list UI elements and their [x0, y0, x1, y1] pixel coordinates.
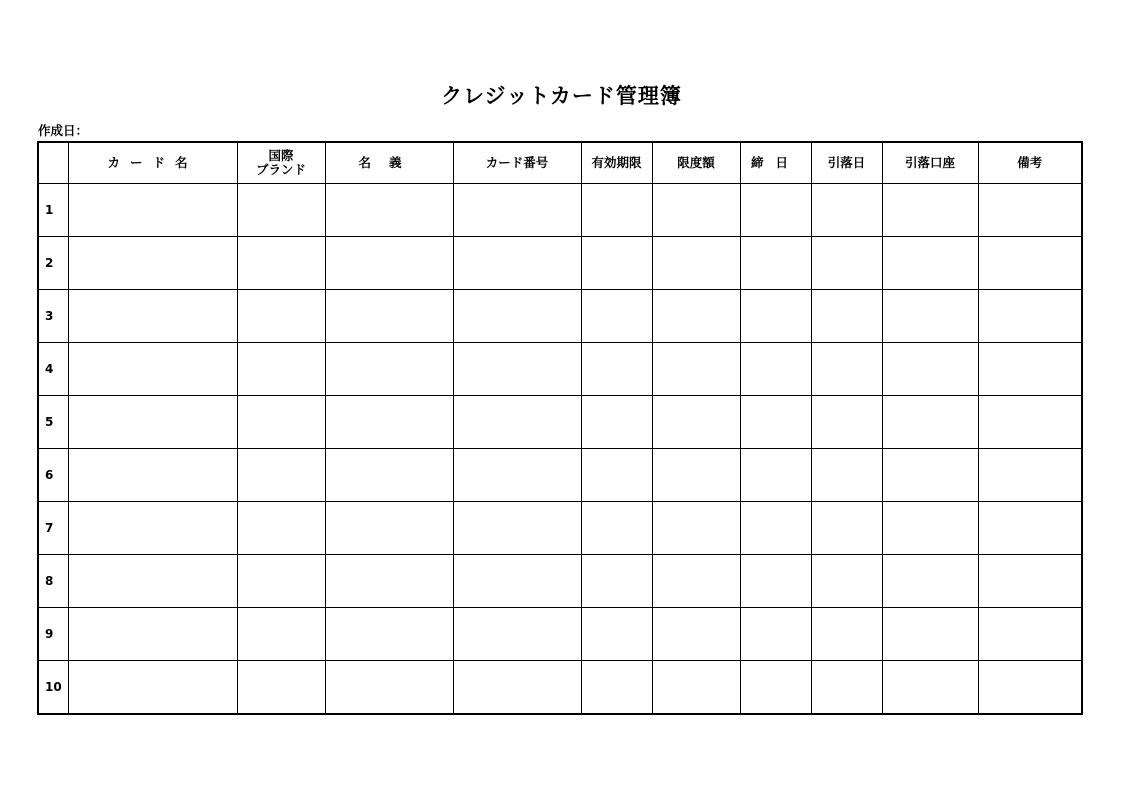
header-debit-day: 引落日	[811, 142, 882, 184]
cell-card-name[interactable]	[68, 608, 237, 661]
cell-card-number[interactable]	[453, 237, 581, 290]
cell-expiry[interactable]	[581, 555, 652, 608]
cell-holder[interactable]	[325, 502, 453, 555]
cell-card-name[interactable]	[68, 290, 237, 343]
cell-limit[interactable]	[652, 290, 740, 343]
cell-debit-account[interactable]	[882, 661, 978, 715]
cell-closing-day[interactable]	[740, 608, 811, 661]
cell-limit[interactable]	[652, 396, 740, 449]
cell-card-name[interactable]	[68, 343, 237, 396]
cell-limit[interactable]	[652, 184, 740, 237]
cell-brand[interactable]	[237, 237, 325, 290]
cell-debit-day[interactable]	[811, 184, 882, 237]
row-number: 5	[38, 396, 68, 449]
cell-card-name[interactable]	[68, 502, 237, 555]
cell-notes[interactable]	[978, 396, 1082, 449]
cell-notes[interactable]	[978, 661, 1082, 715]
cell-debit-account[interactable]	[882, 237, 978, 290]
table-row	[38, 343, 1082, 396]
cell-debit-day[interactable]	[811, 237, 882, 290]
row-number: 10	[38, 661, 68, 715]
cell-card-number[interactable]	[453, 661, 581, 715]
cell-notes[interactable]	[978, 555, 1082, 608]
cell-brand[interactable]	[237, 449, 325, 502]
cell-closing-day[interactable]	[740, 449, 811, 502]
cell-limit[interactable]	[652, 343, 740, 396]
table-row	[38, 555, 1082, 608]
cell-expiry[interactable]	[581, 502, 652, 555]
cell-expiry[interactable]	[581, 449, 652, 502]
table-row	[38, 184, 1082, 237]
table-row	[38, 396, 1082, 449]
cell-closing-day[interactable]	[740, 184, 811, 237]
cell-debit-day[interactable]	[811, 290, 882, 343]
header-limit: 限度額	[652, 142, 740, 184]
cell-notes[interactable]	[978, 290, 1082, 343]
cell-card-name[interactable]	[68, 661, 237, 715]
cell-closing-day[interactable]	[740, 502, 811, 555]
cell-limit[interactable]	[652, 449, 740, 502]
cell-card-number[interactable]	[453, 555, 581, 608]
cell-expiry[interactable]	[581, 237, 652, 290]
cell-holder[interactable]	[325, 396, 453, 449]
cell-brand[interactable]	[237, 184, 325, 237]
cell-brand[interactable]	[237, 661, 325, 715]
cell-card-number[interactable]	[453, 502, 581, 555]
cell-debit-account[interactable]	[882, 449, 978, 502]
cell-limit[interactable]	[652, 555, 740, 608]
cell-closing-day[interactable]	[740, 290, 811, 343]
cell-debit-account[interactable]	[882, 290, 978, 343]
cell-debit-account[interactable]	[882, 502, 978, 555]
cell-closing-day[interactable]	[740, 661, 811, 715]
created-date-label: 作成日：	[38, 123, 89, 138]
cell-notes[interactable]	[978, 343, 1082, 396]
cell-holder[interactable]	[325, 237, 453, 290]
row-number: 4	[38, 343, 68, 396]
row-number: 7	[38, 502, 68, 555]
cell-brand[interactable]	[237, 290, 325, 343]
row-number: 1	[38, 184, 68, 237]
cell-debit-account[interactable]	[882, 343, 978, 396]
table-row	[38, 608, 1082, 661]
cell-debit-day[interactable]	[811, 396, 882, 449]
table-row	[38, 449, 1082, 502]
cell-notes[interactable]	[978, 184, 1082, 237]
header-notes: 備考	[978, 142, 1082, 184]
header-row-number	[38, 142, 68, 184]
header-card-number: カード番号	[453, 142, 581, 184]
cell-holder[interactable]	[325, 290, 453, 343]
cell-debit-account[interactable]	[882, 555, 978, 608]
cell-notes[interactable]	[978, 502, 1082, 555]
table-row	[38, 237, 1082, 290]
cell-brand[interactable]	[237, 502, 325, 555]
header-card-name: カード名	[68, 142, 237, 184]
table-row	[38, 290, 1082, 343]
cell-debit-account[interactable]	[882, 396, 978, 449]
cell-expiry[interactable]	[581, 396, 652, 449]
cell-expiry[interactable]	[581, 290, 652, 343]
header-holder: 名義	[325, 142, 453, 184]
page-title: クレジットカード管理簿	[441, 84, 682, 108]
cell-closing-day[interactable]	[740, 555, 811, 608]
header-brand-line1: 国際	[268, 148, 294, 163]
cell-notes[interactable]	[978, 449, 1082, 502]
cell-brand[interactable]	[237, 343, 325, 396]
cell-closing-day[interactable]	[740, 396, 811, 449]
table-row	[38, 661, 1082, 715]
cell-expiry[interactable]	[581, 608, 652, 661]
row-number: 8	[38, 555, 68, 608]
credit-card-ledger-table	[37, 141, 1083, 715]
cell-card-number[interactable]	[453, 396, 581, 449]
cell-card-name[interactable]	[68, 449, 237, 502]
cell-notes[interactable]	[978, 237, 1082, 290]
cell-card-name[interactable]	[68, 184, 237, 237]
cell-expiry[interactable]	[581, 184, 652, 237]
header-brand	[237, 142, 325, 184]
cell-card-number[interactable]	[453, 449, 581, 502]
cell-limit[interactable]	[652, 661, 740, 715]
table-body	[38, 184, 1082, 715]
cell-holder[interactable]	[325, 184, 453, 237]
row-number: 6	[38, 449, 68, 502]
cell-card-number[interactable]	[453, 290, 581, 343]
cell-expiry[interactable]	[581, 661, 652, 715]
cell-expiry[interactable]	[581, 343, 652, 396]
cell-debit-day[interactable]	[811, 449, 882, 502]
row-number: 2	[38, 237, 68, 290]
cell-debit-day[interactable]	[811, 608, 882, 661]
cell-card-number[interactable]	[453, 343, 581, 396]
cell-card-name[interactable]	[68, 555, 237, 608]
cell-closing-day[interactable]	[740, 343, 811, 396]
cell-holder[interactable]	[325, 343, 453, 396]
cell-debit-day[interactable]	[811, 555, 882, 608]
cell-holder[interactable]	[325, 449, 453, 502]
cell-limit[interactable]	[652, 608, 740, 661]
cell-debit-account[interactable]	[882, 608, 978, 661]
cell-limit[interactable]	[652, 237, 740, 290]
cell-notes[interactable]	[978, 608, 1082, 661]
cell-holder[interactable]	[325, 555, 453, 608]
cell-brand[interactable]	[237, 555, 325, 608]
cell-card-number[interactable]	[453, 184, 581, 237]
row-number: 9	[38, 608, 68, 661]
header-expiry: 有効期限	[581, 142, 652, 184]
cell-debit-day[interactable]	[811, 661, 882, 715]
header-debit-account: 引落口座	[882, 142, 978, 184]
cell-limit[interactable]	[652, 502, 740, 555]
cell-card-name[interactable]	[68, 396, 237, 449]
cell-card-name[interactable]	[68, 237, 237, 290]
header-closing-day: 締日	[740, 142, 811, 184]
cell-card-number[interactable]	[453, 608, 581, 661]
cell-brand[interactable]	[237, 396, 325, 449]
table-row	[38, 502, 1082, 555]
cell-debit-account[interactable]	[882, 184, 978, 237]
cell-holder[interactable]	[325, 661, 453, 715]
header-row	[38, 142, 1082, 184]
header-brand-line2: ブランド	[255, 162, 306, 177]
row-number: 3	[38, 290, 68, 343]
cell-brand[interactable]	[237, 608, 325, 661]
cell-debit-day[interactable]	[811, 502, 882, 555]
cell-closing-day[interactable]	[740, 237, 811, 290]
cell-holder[interactable]	[325, 608, 453, 661]
cell-debit-day[interactable]	[811, 343, 882, 396]
